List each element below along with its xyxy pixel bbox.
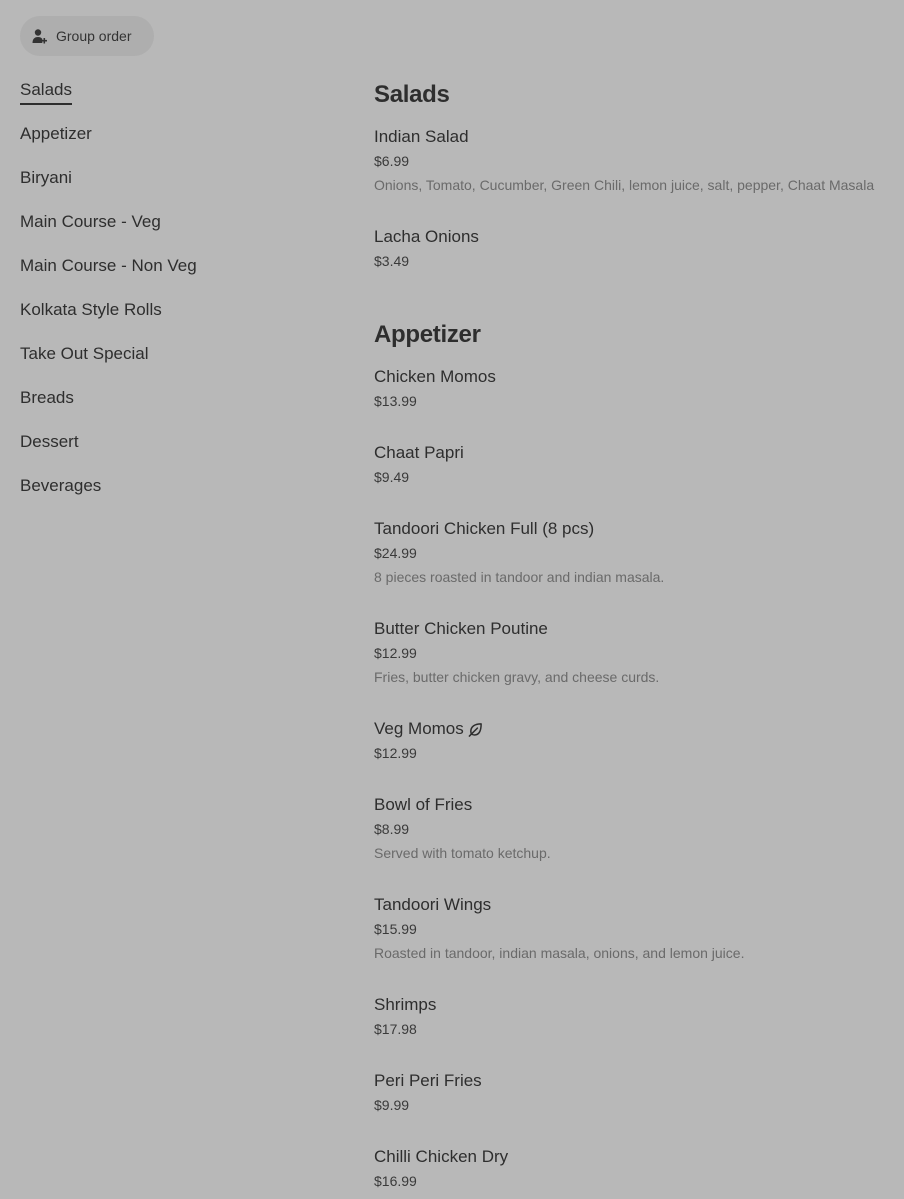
group-order-button[interactable] [20,16,154,56]
sidebar-item-label: Appetizer [20,124,92,143]
sidebar-item-beverages[interactable] [20,474,320,518]
leaf-icon [468,722,483,737]
menu-content [374,78,894,1196]
item-description: Fries, butter chicken gravy, and cheese curds. [374,669,660,685]
item-price: $3.49 [374,253,410,269]
item-name: Chaat Papri [374,443,464,462]
item-price: $8.99 [374,821,410,837]
item-name: Butter Chicken Poutine [374,619,548,638]
sidebar-item-take-out-special[interactable] [20,342,320,386]
item-price: $12.99 [374,645,417,661]
item-name: Veg Momos [374,719,464,738]
item-description: Onions, Tomato, Cucumber, Green Chili, lemon juice, salt, pepper, Chaat Masala [374,177,875,193]
menu-item[interactable] [374,1146,894,1196]
menu-item[interactable] [374,442,894,518]
item-price: $9.49 [374,469,410,485]
menu-item[interactable] [374,994,894,1070]
group-order-label: Group order [56,28,132,44]
menu-item[interactable] [374,618,894,718]
item-name: Chilli Chicken Dry [374,1147,509,1166]
item-price: $16.99 [374,1173,417,1189]
menu-item[interactable] [374,1070,894,1146]
section-salads [374,78,894,318]
sidebar-item-main-course-non-veg[interactable] [20,254,320,298]
item-name: Chicken Momos [374,367,496,386]
menu-item[interactable] [374,718,894,794]
sidebar-item-label: Salads [20,78,72,105]
sidebar-item-label: Take Out Special [20,344,149,363]
menu-item[interactable] [374,894,894,994]
menu-item[interactable] [374,126,894,226]
item-name: Peri Peri Fries [374,1071,482,1090]
item-name: Tandoori Chicken Full (8 pcs) [374,519,595,538]
item-price: $12.99 [374,745,417,761]
section-appetizer [374,318,894,1196]
item-description: Roasted in tandoor, indian masala, onions, and lemon juice. [374,945,745,961]
menu-item[interactable] [374,226,894,302]
item-name: Indian Salad [374,127,469,146]
sidebar-item-label: Kolkata Style Rolls [20,300,162,319]
sidebar-item-breads[interactable] [20,386,320,430]
menu-item[interactable] [374,794,894,894]
item-price: $15.99 [374,921,417,937]
sidebar-item-dessert[interactable] [20,430,320,474]
item-price: $13.99 [374,393,417,409]
item-name: Tandoori Wings [374,895,492,914]
user-plus-icon [32,28,48,44]
item-name: Shrimps [374,995,437,1014]
section-title: Appetizer [374,321,481,348]
sidebar-item-label: Beverages [20,476,102,495]
sidebar-item-label: Dessert [20,432,79,451]
sidebar-item-salads[interactable] [20,78,320,122]
sidebar-item-kolkata-style-rolls[interactable] [20,298,320,342]
menu-item[interactable] [374,366,894,442]
item-name-row [374,718,894,740]
section-title: Salads [374,81,450,108]
sidebar-item-label: Breads [20,388,74,407]
sidebar-item-appetizer[interactable] [20,122,320,166]
item-price: $6.99 [374,153,410,169]
sidebar-item-label: Main Course - Veg [20,212,161,231]
sidebar-item-label: Biryani [20,168,72,187]
item-price: $9.99 [374,1097,410,1113]
item-description: Served with tomato ketchup. [374,845,551,861]
category-nav [20,78,320,518]
item-price: $24.99 [374,545,417,561]
sidebar-item-label: Main Course - Non Veg [20,256,197,275]
sidebar-item-biryani[interactable] [20,166,320,210]
item-price: $17.98 [374,1021,417,1037]
item-name: Lacha Onions [374,227,479,246]
menu-item[interactable] [374,518,894,618]
sidebar-item-main-course-veg[interactable] [20,210,320,254]
item-name: Bowl of Fries [374,795,473,814]
item-description: 8 pieces roasted in tandoor and indian masala. [374,569,665,585]
